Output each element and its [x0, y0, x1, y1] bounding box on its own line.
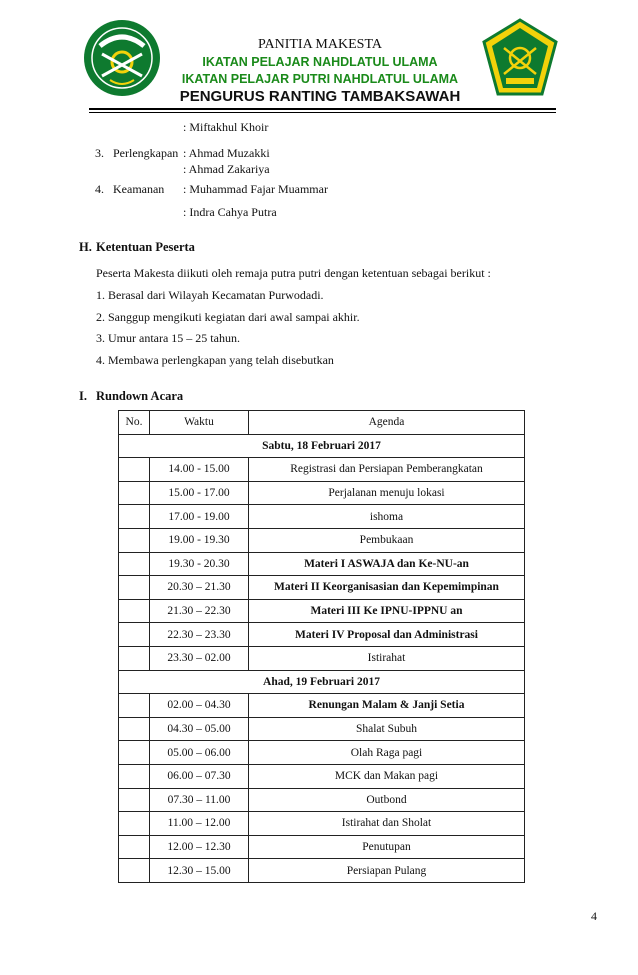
- page-number: 4: [591, 909, 597, 923]
- cell-no: [119, 646, 150, 670]
- cell-agenda: MCK dan Makan pagi: [249, 764, 525, 788]
- cell-agenda: Materi I ASWAJA dan Ke-NU-an: [249, 552, 525, 576]
- cell-agenda: Persiapan Pulang: [249, 859, 525, 883]
- table-row: [119, 623, 525, 647]
- rundown-table: [118, 410, 525, 883]
- panitia-item-label: Keamanan: [113, 182, 165, 196]
- table-header-row: [119, 411, 525, 435]
- day-label: Sabtu, 18 Februari 2017: [119, 434, 525, 458]
- table-row: [119, 859, 525, 883]
- cell-no: [119, 599, 150, 623]
- cell-agenda: Istirahat dan Sholat: [249, 812, 525, 836]
- section-i-title: Rundown Acara: [96, 389, 184, 403]
- table-row: [119, 552, 525, 576]
- cell-agenda: Outbond: [249, 788, 525, 812]
- cell-waktu: 11.00 – 12.00: [150, 812, 249, 836]
- cell-no: [119, 764, 150, 788]
- table-row: [119, 835, 525, 859]
- ipnu-logo-icon: [82, 18, 162, 98]
- cell-waktu: 04.30 – 05.00: [150, 717, 249, 741]
- header-rule-thick: [89, 108, 556, 110]
- table-row: [119, 788, 525, 812]
- cell-no: [119, 788, 150, 812]
- panitia-item-label: Perlengkapan: [113, 146, 179, 160]
- cell-agenda: Istirahat: [249, 646, 525, 670]
- table-body: [119, 434, 525, 882]
- cell-no: [119, 505, 150, 529]
- panitia-item-num: 3.: [95, 146, 104, 160]
- cell-no: [119, 623, 150, 647]
- cell-agenda: Penutupan: [249, 835, 525, 859]
- cell-waktu: 15.00 - 17.00: [150, 481, 249, 505]
- section-h-letter: H.: [79, 240, 92, 254]
- header-ippnu: IKATAN PELAJAR PUTRI NAHDLATUL ULAMA: [181, 72, 459, 86]
- day-row: [119, 670, 525, 694]
- cell-waktu: 20.30 – 21.30: [150, 576, 249, 600]
- header-rule-thin: [89, 112, 556, 113]
- cell-no: [119, 552, 150, 576]
- table-row: [119, 505, 525, 529]
- panitia-item-value: : Ahmad Zakariya: [183, 162, 270, 176]
- header-ipnu: IKATAN PELAJAR NAHDLATUL ULAMA: [202, 55, 438, 69]
- table-row: [119, 764, 525, 788]
- day-label: Ahad, 19 Februari 2017: [119, 670, 525, 694]
- cell-agenda: Materi II Keorganisasian dan Kepemimpinan: [249, 576, 525, 600]
- panitia-cont-value: : Miftakhul Khoir: [183, 120, 269, 134]
- table-row: [119, 646, 525, 670]
- cell-no: [119, 717, 150, 741]
- cell-no: [119, 694, 150, 718]
- table-row: [119, 458, 525, 482]
- table-row: [119, 576, 525, 600]
- cell-no: [119, 528, 150, 552]
- cell-waktu: 14.00 - 15.00: [150, 458, 249, 482]
- section-h-item: 4. Membawa perlengkapan yang telah disebutkan: [96, 353, 334, 367]
- panitia-item-value: : Indra Cahya Putra: [183, 205, 277, 219]
- cell-waktu: 02.00 – 04.30: [150, 694, 249, 718]
- cell-waktu: 23.30 – 02.00: [150, 646, 249, 670]
- cell-no: [119, 741, 150, 765]
- cell-agenda: Materi IV Proposal dan Administrasi: [249, 623, 525, 647]
- cell-waktu: 17.00 - 19.00: [150, 505, 249, 529]
- cell-agenda: Olah Raga pagi: [249, 741, 525, 765]
- table-row: [119, 717, 525, 741]
- day-row: [119, 434, 525, 458]
- cell-waktu: 19.30 - 20.30: [150, 552, 249, 576]
- cell-agenda: Registrasi dan Persiapan Pemberangkatan: [249, 458, 525, 482]
- table-row: [119, 694, 525, 718]
- section-i-letter: I.: [79, 389, 87, 403]
- cell-no: [119, 481, 150, 505]
- cell-waktu: 05.00 – 06.00: [150, 741, 249, 765]
- cell-waktu: 07.30 – 11.00: [150, 788, 249, 812]
- section-h-item: 2. Sanggup mengikuti kegiatan dari awal sampai akhir.: [96, 310, 360, 324]
- table-row: [119, 812, 525, 836]
- cell-no: [119, 576, 150, 600]
- cell-agenda: ishoma: [249, 505, 525, 529]
- table-row: [119, 528, 525, 552]
- panitia-item-value: : Ahmad Muzakki: [183, 146, 270, 160]
- cell-waktu: 19.00 - 19.30: [150, 528, 249, 552]
- header-panitia: PANITIA MAKESTA: [258, 37, 382, 52]
- section-h-intro: Peserta Makesta diikuti oleh remaja putra putri dengan ketentuan sebagai berikut :: [96, 266, 491, 280]
- panitia-item-value: : Muhammad Fajar Muammar: [183, 182, 328, 196]
- cell-agenda: Renungan Malam & Janji Setia: [249, 694, 525, 718]
- section-h-title: Ketentuan Peserta: [96, 240, 195, 254]
- table-row: [119, 599, 525, 623]
- cell-agenda: Pembukaan: [249, 528, 525, 552]
- cell-agenda: Shalat Subuh: [249, 717, 525, 741]
- cell-no: [119, 835, 150, 859]
- section-h-item: 1. Berasal dari Wilayah Kecamatan Purwodadi.: [96, 288, 324, 302]
- section-h-item: 3. Umur antara 15 – 25 tahun.: [96, 331, 240, 345]
- header-no: No.: [119, 411, 150, 435]
- table-row: [119, 741, 525, 765]
- cell-waktu: 12.30 – 15.00: [150, 859, 249, 883]
- cell-agenda: Perjalanan menuju lokasi: [249, 481, 525, 505]
- cell-waktu: 21.30 – 22.30: [150, 599, 249, 623]
- cell-agenda: Materi III Ke IPNU-IPPNU an: [249, 599, 525, 623]
- cell-waktu: 22.30 – 23.30: [150, 623, 249, 647]
- header-agenda: Agenda: [249, 411, 525, 435]
- panitia-item-num: 4.: [95, 182, 104, 196]
- table-row: [119, 481, 525, 505]
- cell-waktu: 12.00 – 12.30: [150, 835, 249, 859]
- cell-no: [119, 859, 150, 883]
- ippnu-logo-icon: [482, 18, 558, 98]
- cell-waktu: 06.00 – 07.30: [150, 764, 249, 788]
- cell-no: [119, 458, 150, 482]
- header-ranting: PENGURUS RANTING TAMBAKSAWAH: [179, 88, 461, 105]
- cell-no: [119, 812, 150, 836]
- header-waktu: Waktu: [150, 411, 249, 435]
